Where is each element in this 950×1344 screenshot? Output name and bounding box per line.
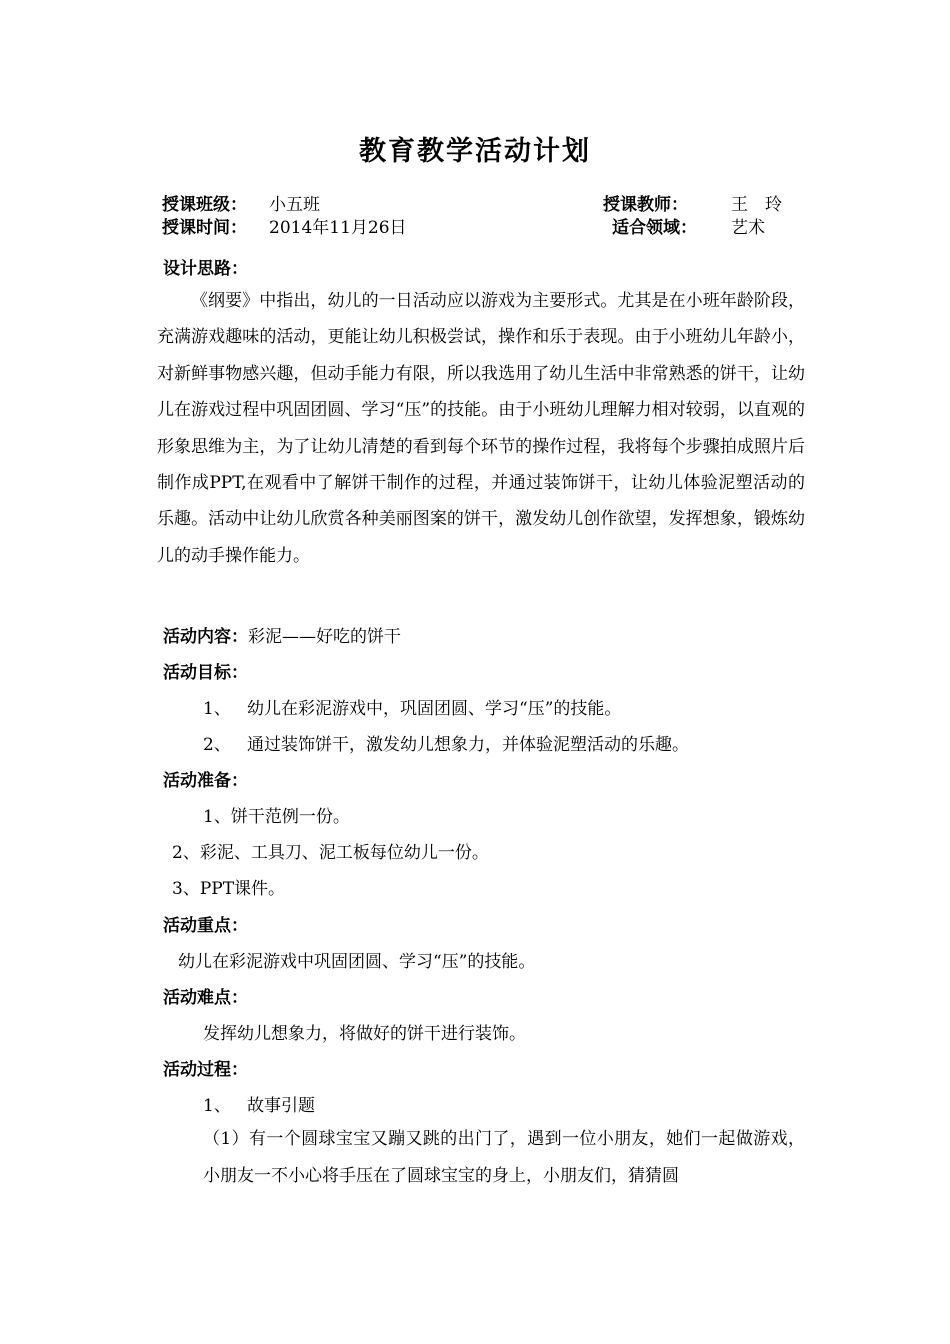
key-text: 幼儿在彩泥游戏中巩固团圆、学习“压”的技能。 xyxy=(178,952,536,972)
goals-heading: 活动目标： xyxy=(163,663,248,683)
difficulty-text: 发挥幼儿想象力，将做好的饼干进行装饰。 xyxy=(203,1024,526,1044)
process-step-number: 1、 xyxy=(203,1096,231,1116)
class-value: 小五班 xyxy=(269,195,320,215)
goal-item xyxy=(203,732,689,758)
domain-value: 艺术 xyxy=(731,218,765,238)
time-value: 2014年11月26日 xyxy=(269,218,407,238)
time-label: 授课时间： xyxy=(162,218,247,238)
goal-item-text: 通过装饰饼干，激发幼儿想象力，并体验泥塑活动的乐趣。 xyxy=(247,735,689,755)
content-value: 彩泥——好吃的饼干 xyxy=(248,627,401,647)
design-heading: 设计思路： xyxy=(163,259,248,279)
key-heading: 活动重点： xyxy=(163,916,248,936)
domain-label: 适合领域： xyxy=(612,218,697,238)
prep-item: 2、彩泥、工具刀、泥工板每位幼儿一份。 xyxy=(172,843,489,863)
prep-heading: 活动准备： xyxy=(163,771,248,791)
teacher-label: 授课教师： xyxy=(603,195,688,215)
design-paragraph: 《纲要》中指出，幼儿的一日活动应以游戏为主要形式。尤其是在小班年龄阶段，充满游戏趣味的活动，更能让幼儿积极尝试，操作和乐于表现。由于小班幼儿年龄小，对新鲜事物感兴趣，但动手能力有限，所以我选用了幼儿生活中非常熟悉的饼干，让幼儿在游戏过程中巩固团圆、学习“压”的技能。由于小班幼儿理解力相对较弱，以直观的形象思维为主，为了让幼儿清楚的看到每个环节的操作过程，我将每个步骤拍成照片后制作成PPT,在观看中了解饼干制作的过程，并通过装饰饼干，让幼儿体验泥塑活动的乐趣。活动中让幼儿欣赏各种美丽图案的饼干，激发幼儿创作欲望，发挥想象，锻炼幼儿的动手操作能力。 xyxy=(157,291,805,566)
goal-item xyxy=(203,696,621,722)
content-label: 活动内容： xyxy=(163,627,248,647)
prep-item: 3、PPT课件。 xyxy=(172,879,286,899)
difficulty-heading: 活动难点： xyxy=(163,988,248,1008)
content-line xyxy=(163,624,401,650)
process-step-label: 故事引题 xyxy=(247,1096,315,1116)
prep-item: 1、饼干范例一份。 xyxy=(203,807,350,827)
document-title: 教育教学活动计划 xyxy=(359,136,591,167)
process-heading: 活动过程： xyxy=(163,1060,248,1080)
meta-row-time-domain xyxy=(162,215,802,241)
class-label: 授课班级： xyxy=(162,195,247,215)
goal-item-text: 幼儿在彩泥游戏中，巩固团圆、学习“压”的技能。 xyxy=(247,699,622,719)
teacher-value: 王 玲 xyxy=(731,195,782,215)
process-step-paragraph: （1）有一个圆球宝宝又蹦又跳的出门了，遇到一位小朋友，她们一起做游戏，小朋友一不小心将手压在了圆球宝宝的身上，小朋友们，猜猜圆 xyxy=(203,1129,805,1186)
process-step-title xyxy=(203,1093,315,1119)
goal-item-number: 1、 xyxy=(203,699,231,719)
goal-item-number: 2、 xyxy=(203,735,231,755)
